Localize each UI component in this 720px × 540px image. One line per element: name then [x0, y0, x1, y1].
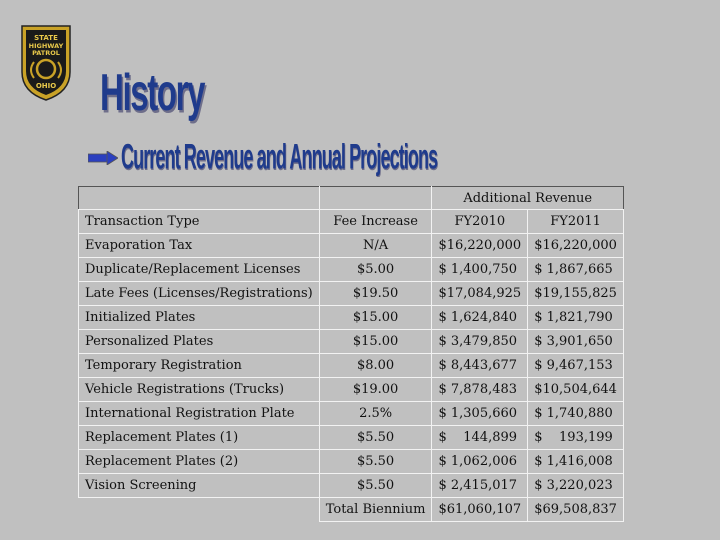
row-type: Replacement Plates (1) — [79, 426, 320, 450]
row-fy2010: $ 1,624,840 — [432, 306, 528, 330]
row-fy2011: $19,155,825 — [528, 282, 624, 306]
table-row — [79, 234, 624, 258]
header-transaction-type: Transaction Type — [79, 210, 320, 234]
row-fy2011: $ 1,867,665 — [528, 258, 624, 282]
row-type: Initialized Plates — [79, 306, 320, 330]
row-fy2010: $16,220,000 — [432, 234, 528, 258]
row-type: Vehicle Registrations (Trucks) — [79, 378, 320, 402]
header-fy2010: FY2010 — [432, 210, 528, 234]
row-fy2010: $ 3,479,850 — [432, 330, 528, 354]
row-fee: $5.50 — [319, 450, 432, 474]
total-fy2011: $69,508,837 — [528, 498, 624, 522]
row-type: Vision Screening — [79, 474, 320, 498]
row-fee: 2.5% — [319, 402, 432, 426]
row-fy2011: $ 1,740,880 — [528, 402, 624, 426]
row-fee: $19.00 — [319, 378, 432, 402]
row-fy2010: $ 1,062,006 — [432, 450, 528, 474]
table-group-header-row — [79, 187, 624, 210]
logo-line-3: PATROL — [32, 49, 60, 57]
total-row — [79, 498, 624, 522]
row-type: Duplicate/Replacement Licenses — [79, 258, 320, 282]
row-type: Late Fees (Licenses/Registrations) — [79, 282, 320, 306]
total-label: Total Biennium — [319, 498, 432, 522]
logo-line-4: OHIO — [35, 82, 57, 90]
additional-revenue-header: Additional Revenue — [432, 187, 624, 210]
row-fy2011: $16,220,000 — [528, 234, 624, 258]
row-type: Temporary Registration — [79, 354, 320, 378]
table-row — [79, 306, 624, 330]
row-fee: $8.00 — [319, 354, 432, 378]
row-fee: N/A — [319, 234, 432, 258]
table-row — [79, 450, 624, 474]
row-fy2010: $ 1,400,750 — [432, 258, 528, 282]
row-fee: $15.00 — [319, 306, 432, 330]
row-fy2011: $ 193,199 — [528, 426, 624, 450]
table-row — [79, 258, 624, 282]
page-title: History — [100, 63, 205, 122]
row-fy2010: $ 2,415,017 — [432, 474, 528, 498]
row-fee: $5.50 — [319, 426, 432, 450]
row-fy2011: $10,504,644 — [528, 378, 624, 402]
arrow-right-icon — [88, 151, 118, 165]
total-fy2010: $61,060,107 — [432, 498, 528, 522]
table-row — [79, 474, 624, 498]
row-type: Replacement Plates (2) — [79, 450, 320, 474]
row-type: Personalized Plates — [79, 330, 320, 354]
row-fy2011: $ 3,901,650 — [528, 330, 624, 354]
table-row — [79, 426, 624, 450]
table-row — [79, 378, 624, 402]
header-fee-increase: Fee Increase — [319, 210, 432, 234]
table-row — [79, 282, 624, 306]
revenue-table — [78, 186, 624, 522]
row-fy2011: $ 9,467,153 — [528, 354, 624, 378]
row-type: Evaporation Tax — [79, 234, 320, 258]
row-fee: $5.00 — [319, 258, 432, 282]
row-fee: $15.00 — [319, 330, 432, 354]
ohio-highway-patrol-logo — [18, 22, 74, 102]
row-fy2010: $ 144,899 — [432, 426, 528, 450]
table-row — [79, 330, 624, 354]
row-fee: $5.50 — [319, 474, 432, 498]
table-row — [79, 354, 624, 378]
logo-line-2: HIGHWAY — [28, 42, 64, 50]
row-fy2011: $ 1,821,790 — [528, 306, 624, 330]
page-subtitle: Current Revenue and Annual Projections — [121, 138, 438, 177]
row-type: International Registration Plate — [79, 402, 320, 426]
table-header-row — [79, 210, 624, 234]
row-fee: $19.50 — [319, 282, 432, 306]
row-fy2011: $ 3,220,023 — [528, 474, 624, 498]
row-fy2010: $ 1,305,660 — [432, 402, 528, 426]
logo-line-1: STATE — [34, 34, 58, 42]
row-fy2010: $ 8,443,677 — [432, 354, 528, 378]
row-fy2011: $ 1,416,008 — [528, 450, 624, 474]
row-fy2010: $ 7,878,483 — [432, 378, 528, 402]
table-row — [79, 402, 624, 426]
header-fy2011: FY2011 — [528, 210, 624, 234]
row-fy2010: $17,084,925 — [432, 282, 528, 306]
